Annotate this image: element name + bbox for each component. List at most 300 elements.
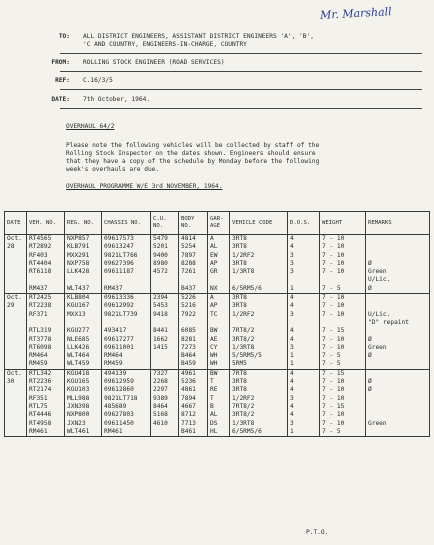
cell-entry (232, 319, 285, 327)
cell-entry: 7RT8 (232, 369, 247, 377)
cell-entry: KGU165 (67, 378, 90, 386)
cell-entry: 7 - 10 (322, 268, 345, 276)
cell-entry: Green (368, 419, 387, 427)
cell-entry: 4 (290, 378, 294, 386)
cell-entry: 8281 (181, 335, 196, 343)
cell-entry: CY (210, 343, 218, 351)
column-header: VEH. NO. (27, 212, 65, 235)
cell-entry: 4 (290, 335, 294, 343)
cell-entry: 5479 (153, 235, 168, 242)
cell-entry: Ø (368, 352, 372, 360)
column-header: GAR-AGE (208, 212, 230, 235)
handwritten-annotation: Mr. Marshall (319, 5, 392, 22)
cell-entry (67, 276, 99, 284)
cell-entry: 8712 (181, 411, 196, 419)
cell-entry: 1 (290, 352, 294, 360)
cell-entry: 5/5RM5/5 (232, 352, 262, 360)
cell-entry: Ø (368, 386, 372, 394)
cell-entry: 1/2RF2 (232, 394, 255, 402)
cell-entry: 9389 (153, 394, 168, 402)
cell-entry: Ø (368, 284, 372, 292)
cell-entry: 3 (290, 310, 294, 318)
cell-entry: NXP857 (67, 235, 90, 242)
cell-entry (29, 276, 62, 284)
date-value: 7th October, 1964. (83, 96, 151, 103)
cell-entry (153, 428, 176, 436)
cell-entry (153, 319, 176, 327)
cell-entry: 7 - 15 (322, 327, 345, 335)
cell-entry: 3 (290, 268, 294, 276)
cell-entry (67, 319, 99, 327)
cell-entry (210, 319, 227, 327)
cell-entry: NXP758 (67, 259, 90, 267)
table-cell (179, 294, 208, 370)
cell-entry (181, 276, 205, 284)
table-cell (366, 369, 430, 436)
date-cell (5, 294, 27, 370)
cell-entry (368, 370, 427, 378)
to-line-2: 'C AND COUNTRY, ENGINEERS-IN-CHARGE, COUNTRY (83, 41, 247, 48)
from-value: ROLLING STOCK ENGINEER (ROAD SERVICES) (83, 59, 225, 66)
cell-entry: RM464 (29, 352, 48, 360)
cell-entry: 1/3RT8 (232, 419, 255, 427)
cell-entry: B (210, 402, 214, 410)
cell-entry: BW (210, 369, 218, 377)
cell-entry: 1/3RT8 (232, 343, 255, 351)
cell-entry: LLK426 (67, 343, 90, 351)
cell-entry: 493417 (104, 327, 127, 335)
from-label: FROM: (51, 59, 70, 66)
cell-entry: 4 (290, 235, 294, 242)
cell-entry: 8980 (153, 259, 168, 267)
cell-entry: RM437 (104, 284, 123, 292)
cell-entry: RT4958 (29, 419, 52, 427)
cell-entry: 8464 (153, 402, 168, 410)
cell-entry: 8441 (153, 327, 168, 335)
cell-entry: 3RT8 (232, 386, 247, 394)
cell-entry: GR (210, 268, 218, 276)
cell-entry (368, 395, 427, 403)
cell-entry: 7713 (181, 419, 196, 427)
cell-entry: 4861 (181, 386, 196, 394)
cell-entry: 7 - 10 (322, 235, 345, 242)
cell-entry: 3RT8 (232, 235, 247, 242)
cell-entry: 3 (290, 343, 294, 351)
cell-entry: WLT459 (67, 360, 90, 368)
cell-entry: 9821LT739 (104, 310, 138, 318)
cell-entry: 3RT8 (232, 294, 247, 302)
cell-entry (368, 360, 427, 368)
cell-entry: T (210, 378, 214, 386)
cell-entry: 09617573 (104, 235, 134, 242)
table-cell (208, 235, 230, 294)
cell-entry: 7 - 10 (322, 259, 345, 267)
column-header: REMARKS (366, 212, 430, 235)
cell-entry: Ø (368, 378, 372, 386)
table-cell (230, 294, 288, 370)
cell-entry: Green (368, 343, 387, 351)
cell-entry: RT6118 (29, 268, 52, 276)
table-cell (151, 294, 179, 370)
cell-entry: 2268 (153, 378, 168, 386)
cell-entry (368, 411, 427, 419)
cell-entry: 7894 (181, 394, 196, 402)
cell-entry: MXX13 (67, 310, 86, 318)
cell-entry (153, 276, 176, 284)
cell-entry: 5201 (153, 243, 168, 251)
cell-entry: RT2238 (29, 302, 52, 310)
ref-value: C.16/3/5 (83, 77, 113, 84)
cell-entry: 7261 (181, 268, 196, 276)
cell-entry: AP (210, 302, 218, 310)
cell-entry: B461 (181, 427, 196, 435)
cell-entry (104, 276, 148, 284)
cell-entry: 7897 (181, 251, 196, 259)
cell-entry (368, 302, 427, 310)
cell-entry: 7327 (153, 369, 168, 377)
table-group-row (5, 235, 430, 294)
cell-entry: JXN398 (67, 402, 90, 410)
cell-entry: 3RT8/2 (232, 411, 255, 419)
cell-entry: 7922 (181, 310, 196, 318)
date-value: Oct. 29 (7, 294, 22, 310)
body-paragraph-line: that they have a copy of the schedule by Monday before the following (66, 158, 320, 165)
cell-entry: 4572 (153, 268, 168, 276)
cell-entry: 4 (290, 402, 294, 410)
date-label: DATE: (51, 96, 70, 103)
cell-entry: 4 (290, 243, 294, 251)
table-cell (320, 294, 366, 370)
cell-entry: NLE685 (67, 335, 90, 343)
cell-entry: 7 - 10 (322, 302, 345, 310)
cell-entry (232, 276, 285, 284)
cell-entry: 1 (290, 360, 294, 368)
cell-entry: WH (210, 360, 218, 368)
cell-entry: 1662 (153, 335, 168, 343)
cell-entry: KLB791 (67, 243, 90, 251)
table-cell (366, 294, 430, 370)
cell-entry: 4814 (181, 235, 196, 242)
cell-entry: RM461 (29, 427, 48, 435)
cell-entry: 7 - 10 (322, 378, 345, 386)
table-cell (288, 294, 320, 370)
cell-entry: RT2236 (29, 378, 52, 386)
cell-entry: 7 - 10 (322, 310, 345, 318)
cell-entry: RTL75 (29, 402, 48, 410)
pto-note: P.T.O. (306, 529, 329, 536)
cell-entry: T (210, 394, 214, 402)
cell-entry (368, 428, 427, 436)
column-header: CHASSIS NO. (102, 212, 151, 235)
column-header: D.O.S. (288, 212, 320, 235)
cell-entry: 1 (290, 284, 294, 292)
cell-entry (104, 319, 148, 327)
cell-entry: RM459 (29, 360, 48, 368)
column-header: BODY NO. (179, 212, 208, 235)
cell-entry: EW (210, 251, 218, 259)
table-group-row (5, 369, 430, 436)
cell-entry: 6085 (181, 327, 196, 335)
cell-entry: WLT464 (67, 352, 90, 360)
cell-entry: 3RT8 (232, 259, 247, 267)
cell-entry (368, 235, 427, 243)
cell-entry: 3RT8 (232, 243, 247, 251)
table-cell (151, 369, 179, 436)
cell-entry (29, 319, 62, 327)
cell-entry: 1/2RF2 (232, 310, 255, 318)
cell-entry: 7 - 10 (322, 251, 345, 259)
cell-entry: 7 - 10 (322, 411, 345, 419)
cell-entry: NXP800 (67, 411, 90, 419)
cell-entry: 7 - 10 (322, 243, 345, 251)
cell-entry: RT3778 (29, 335, 52, 343)
cell-entry: AL (210, 411, 218, 419)
cell-entry (153, 360, 176, 368)
cell-entry (368, 403, 427, 411)
cell-entry: AL (210, 243, 218, 251)
cell-entry: 5RM5 (232, 360, 247, 368)
overhaul-schedule-table (4, 211, 430, 437)
to-line-1: ALL DISTRICT ENGINEERS, ASSISTANT DISTRICT ENGINEERS 'A', 'B', (83, 33, 314, 40)
table-cell (65, 235, 102, 294)
table-cell (230, 235, 288, 294)
cell-entry: HL (210, 427, 218, 435)
cell-entry: 4 (290, 302, 294, 310)
cell-entry (210, 276, 227, 284)
cell-entry (290, 276, 317, 284)
table-cell (230, 369, 288, 436)
cell-entry: KGU418 (67, 369, 90, 377)
cell-entry (368, 327, 427, 335)
cell-entry: Green (368, 268, 387, 276)
cell-entry: 485689 (104, 402, 127, 410)
cell-entry: 7 - 10 (322, 335, 345, 343)
cell-entry: RT2892 (29, 243, 52, 251)
cell-entry: 7 - 10 (322, 343, 345, 351)
cell-entry: RT2425 (29, 294, 52, 302)
cell-entry: 4 (290, 411, 294, 419)
table-cell (288, 235, 320, 294)
cell-entry: 5453 (153, 302, 168, 310)
to-label: TO: (58, 33, 70, 40)
cell-entry: B459 (181, 360, 196, 368)
cell-entry: 4961 (181, 369, 196, 377)
cell-entry: WLT437 (67, 284, 90, 292)
cell-entry: RT2174 (29, 386, 52, 394)
table-cell (27, 369, 65, 436)
cell-entry: KGU167 (67, 302, 90, 310)
cell-entry: 7 - 5 (322, 427, 341, 435)
cell-entry: 7 - 5 (322, 284, 341, 292)
table-cell (151, 235, 179, 294)
divider (60, 53, 422, 54)
cell-entry: RE (210, 386, 218, 394)
cell-entry: 4667 (181, 402, 196, 410)
cell-entry: KGU103 (67, 386, 90, 394)
cell-entry: 09617277 (104, 335, 134, 343)
cell-entry: KGU277 (67, 327, 90, 335)
cell-entry: NX (210, 284, 218, 292)
table-cell (288, 369, 320, 436)
divider (60, 71, 422, 72)
cell-entry: 5216 (181, 302, 196, 310)
cell-entry: 9821LT766 (104, 251, 138, 259)
cell-entry: 1/2RF2 (232, 251, 255, 259)
cell-entry (153, 285, 176, 293)
table-cell (102, 235, 151, 294)
cell-entry: U/Lic. (368, 310, 391, 318)
cell-entry: WH (210, 352, 218, 360)
cell-entry: 7 - 10 (322, 419, 345, 427)
cell-entry: 7 - 5 (322, 352, 341, 360)
cell-entry (322, 319, 363, 327)
cell-entry: 3 (290, 419, 294, 427)
cell-entry (368, 294, 427, 302)
cell-entry: RM437 (29, 284, 48, 292)
cell-entry: MLL988 (67, 394, 90, 402)
cell-entry: 09611187 (104, 268, 134, 276)
body-paragraph-line: Please note the following vehicles will be collected by staff of the (66, 142, 320, 149)
cell-entry: 4 (290, 386, 294, 394)
table-cell (102, 369, 151, 436)
cell-entry: 6/5RM5/6 (232, 284, 262, 292)
table-header-row (5, 212, 430, 235)
cell-entry: 3 (290, 394, 294, 402)
cell-entry: 9400 (153, 251, 168, 259)
cell-entry: AP (210, 259, 218, 267)
cell-entry: MXX291 (67, 251, 90, 259)
cell-entry: RM461 (104, 427, 123, 435)
table-cell (179, 235, 208, 294)
cell-entry: RF351 (29, 394, 48, 402)
cell-entry: 09611450 (104, 419, 134, 427)
cell-entry: 7 - 10 (322, 394, 345, 402)
cell-entry: RM464 (104, 352, 123, 360)
cell-entry: 1/3RT8 (232, 268, 255, 276)
subject-line: OVERHAUL 64/2 (66, 123, 115, 130)
date-value: Oct. 30 (7, 369, 22, 386)
cell-entry: 7273 (181, 343, 196, 351)
table-cell (27, 235, 65, 294)
cell-entry: 3RT8 (232, 378, 247, 386)
table-cell (27, 294, 65, 370)
cell-entry: 7 - 15 (322, 369, 345, 377)
table-group-row (5, 294, 430, 370)
cell-entry: RF403 (29, 251, 48, 259)
table-cell (65, 294, 102, 370)
cell-entry (368, 243, 427, 251)
cell-entry: RF371 (29, 310, 48, 318)
cell-entry: 09613247 (104, 243, 134, 251)
ref-label: REF: (55, 77, 70, 84)
column-header: DATE (5, 212, 27, 235)
cell-entry: 3RT8 (232, 302, 247, 310)
programme-heading: OVERHAUL PROGRAMME W/E 3rd NOVEMBER, 1964. (66, 183, 223, 190)
column-header: REG. NO. (65, 212, 102, 235)
cell-entry: 5168 (153, 411, 168, 419)
cell-entry: RT6098 (29, 343, 52, 351)
cell-entry: 1415 (153, 343, 168, 351)
cell-entry: 7 - 10 (322, 294, 345, 302)
cell-entry: Ø (368, 259, 372, 267)
cell-entry: RT4404 (29, 259, 52, 267)
date-value: Oct. 28 (7, 235, 22, 251)
table-cell (208, 294, 230, 370)
cell-entry: LLK428 (67, 268, 90, 276)
cell-entry: 09613336 (104, 294, 134, 302)
body-paragraph-line: Rolling Stock Inspector on the dates shown. Engineers should ensure (66, 150, 316, 157)
table-cell (65, 369, 102, 436)
cell-entry: 4 (290, 327, 294, 335)
cell-entry: 4610 (153, 419, 168, 427)
column-header: C.U. NO. (151, 212, 179, 235)
cell-entry: 09612959 (104, 378, 134, 386)
cell-entry: 5236 (181, 378, 196, 386)
cell-entry: "D" repaint (368, 318, 409, 326)
cell-entry (181, 319, 205, 327)
column-header: WEIGHT (320, 212, 366, 235)
cell-entry: 2394 (153, 294, 168, 302)
cell-entry: A (210, 235, 214, 242)
cell-entry (368, 252, 427, 260)
date-cell (5, 235, 27, 294)
cell-entry: KLB804 (67, 294, 90, 302)
cell-entry: WLT461 (67, 427, 90, 435)
cell-entry: 09612860 (104, 386, 134, 394)
cell-entry: RT4565 (29, 235, 52, 242)
cell-entry: 7 - 5 (322, 360, 341, 368)
cell-entry: RM459 (104, 360, 123, 368)
body-paragraph-line: week's overhauls are due. (66, 166, 160, 173)
table-cell (366, 235, 430, 294)
cell-entry: U/Lic. (368, 276, 391, 284)
divider (60, 89, 422, 90)
cell-entry: 4 (290, 294, 294, 302)
cell-entry: 1 (290, 427, 294, 435)
table-cell (179, 369, 208, 436)
cell-entry: 5254 (181, 243, 196, 251)
cell-entry: BW (210, 327, 218, 335)
table-cell (208, 369, 230, 436)
column-header: VEHICLE CODE (230, 212, 288, 235)
cell-entry: 7RT8/2 (232, 402, 255, 410)
cell-entry: JXN23 (67, 419, 86, 427)
cell-entry: Ø (368, 335, 372, 343)
cell-entry (322, 276, 363, 284)
cell-entry: TC (210, 310, 218, 318)
cell-entry: 7 - 15 (322, 402, 345, 410)
cell-entry: RTL319 (29, 327, 52, 335)
cell-entry: RT4446 (29, 411, 52, 419)
cell-entry: 9821LT718 (104, 394, 138, 402)
table-cell (102, 294, 151, 370)
cell-entry: 2297 (153, 386, 168, 394)
cell-entry: 5226 (181, 294, 196, 302)
cell-entry: 494139 (104, 369, 127, 377)
cell-entry: 09627396 (104, 259, 134, 267)
cell-entry: 4 (290, 369, 294, 377)
cell-entry: 09627803 (104, 411, 134, 419)
cell-entry: 8288 (181, 259, 196, 267)
cell-entry (153, 352, 176, 360)
table-cell (320, 369, 366, 436)
cell-entry: AE (210, 335, 218, 343)
table-cell (320, 235, 366, 294)
cell-entry: 09611001 (104, 343, 134, 351)
cell-entry: B437 (181, 284, 196, 292)
cell-entry: B464 (181, 352, 196, 360)
divider (60, 108, 422, 109)
